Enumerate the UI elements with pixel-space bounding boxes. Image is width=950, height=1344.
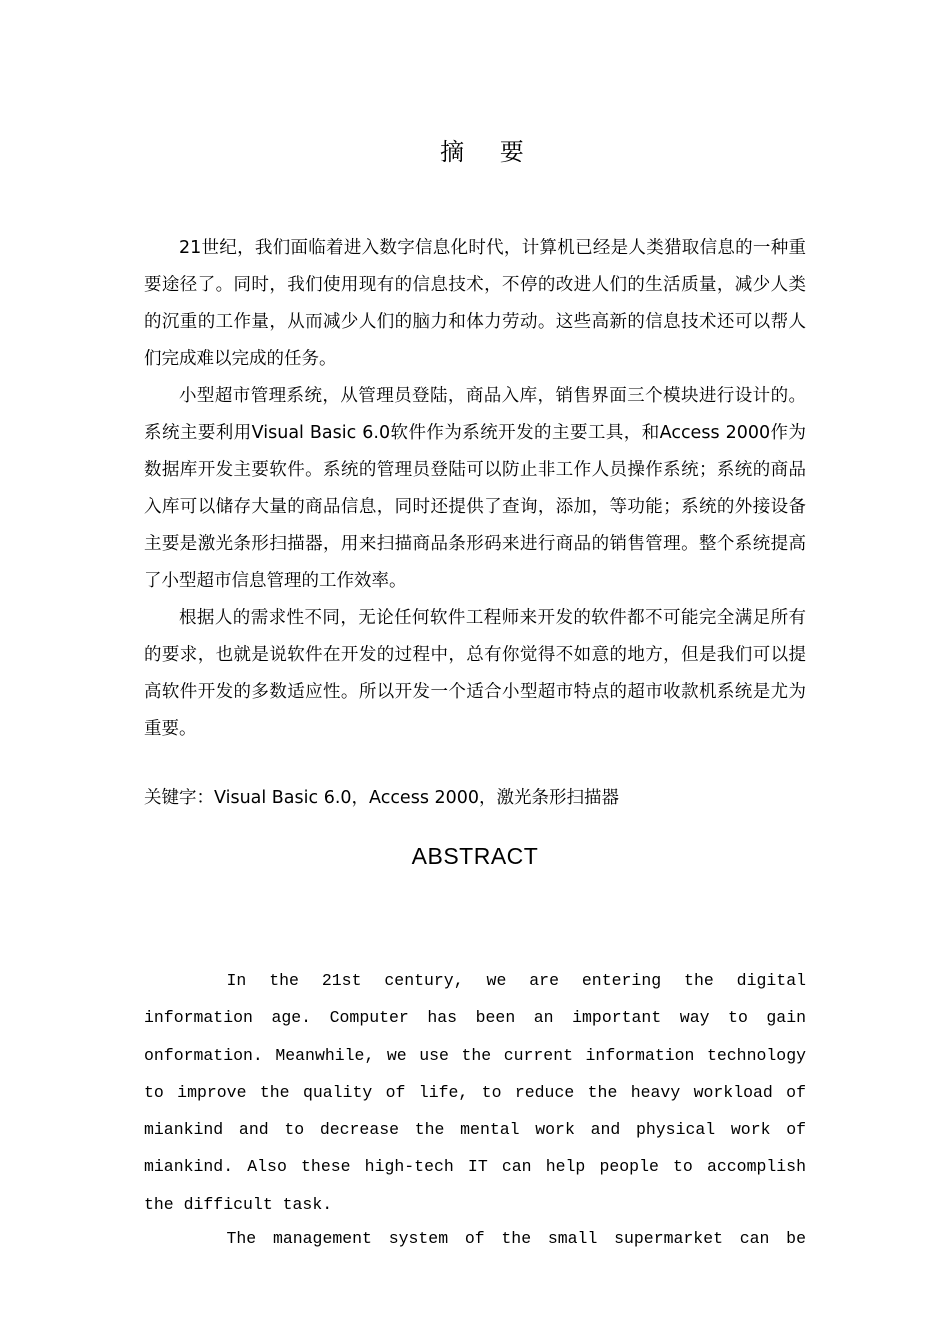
abstract-en-paragraph-1: In the 21st century, we are entering the digital information age. Computer has been an important way to gain onformation. Meanwhile, we use the current information technology to improve the quality of life, to reduce the heavy workload of miankind and to decrease the mental work and physical work of miankind. Also these high-tech IT can help people to accomplish the difficult task. bbox=[144, 971, 806, 1214]
abstract-cn-title: 摘 要 bbox=[440, 138, 538, 166]
abstract-cn-paragraph-2: 小型超市管理系统，从管理员登陆，商品入库，销售界面三个模块进行设计的。系统主要利用Visual Basic 6.0软件作为系统开发的主要工具，和Access 2000作为数据库开发主要软件。系统的管理员登陆可以防止非工作人员操作系统；系统的商品入库可以储存大量的商品信息，同时还提供了查询，添加，等功能；系统的外接设备主要是激光条形扫描器，用来扫描商品条形码来进行商品的销售管理。整个系统提高了小型超市信息管理的工作效率。 bbox=[144, 386, 806, 591]
keywords-line: 关键字：Visual Basic 6.0，Access 2000，激光条形扫描器 bbox=[144, 788, 620, 808]
abstract-cn-paragraph-3: 根据人的需求性不同，无论任何软件工程师来开发的软件都不可能完全满足所有的要求，也就是说软件在开发的过程中，总有你觉得不如意的地方，但是我们可以提高软件开发的多数适应性。所以开发一个适合小型超市特点的超市收款机系统是尤为重要。 bbox=[144, 608, 806, 739]
abstract-en-title: ABSTRACT bbox=[411, 843, 539, 869]
abstract-cn-body bbox=[144, 230, 806, 748]
abstract-cn-paragraph-1: 21世纪，我们面临着进入数字信息化时代，计算机已经是人类猎取信息的一种重要途径了。同时，我们使用现有的信息技术，不停的改进人们的生活质量，减少人类的沉重的工作量，从而减少人们的脑力和体力劳动。这些高新的信息技术还可以帮人们完成难以完成的任务。 bbox=[144, 238, 806, 369]
abstract-en-paragraph-2: The management system of the small supermarket can be bbox=[226, 1229, 806, 1249]
abstract-en-body bbox=[144, 962, 806, 1257]
